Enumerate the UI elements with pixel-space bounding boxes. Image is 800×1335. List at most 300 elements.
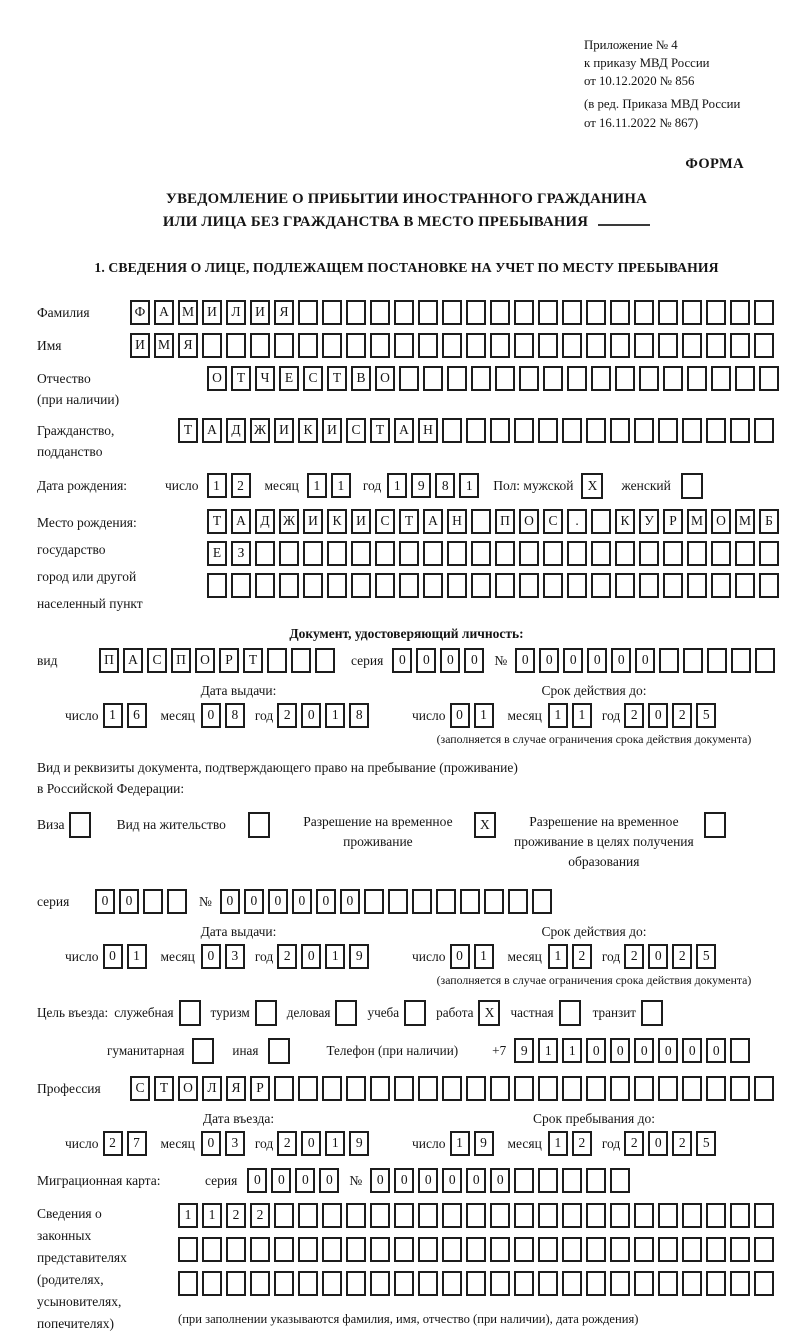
char-cell[interactable] bbox=[250, 333, 270, 358]
char-cell[interactable] bbox=[399, 541, 419, 566]
char-cell[interactable] bbox=[471, 366, 491, 391]
char-cell[interactable]: Т bbox=[399, 509, 419, 534]
char-cell[interactable] bbox=[490, 1203, 510, 1228]
char-cell[interactable]: 0 bbox=[301, 944, 321, 969]
char-cell[interactable] bbox=[730, 333, 750, 358]
char-cell[interactable]: 0 bbox=[464, 648, 484, 673]
char-cell[interactable]: Т bbox=[327, 366, 347, 391]
char-cell[interactable] bbox=[514, 300, 534, 325]
char-cell[interactable] bbox=[442, 300, 462, 325]
char-cell[interactable] bbox=[346, 300, 366, 325]
char-cell[interactable]: 5 bbox=[696, 1131, 716, 1156]
char-cell[interactable]: 0 bbox=[416, 648, 436, 673]
char-cell[interactable]: 1 bbox=[325, 1131, 345, 1156]
char-cell[interactable] bbox=[484, 889, 504, 914]
char-cell[interactable]: 2 bbox=[277, 703, 297, 728]
char-cell[interactable] bbox=[255, 541, 275, 566]
char-cell[interactable]: 0 bbox=[648, 1131, 668, 1156]
char-cell[interactable]: 0 bbox=[319, 1168, 339, 1193]
char-cell[interactable]: 0 bbox=[539, 648, 559, 673]
char-cell[interactable] bbox=[514, 333, 534, 358]
char-cell[interactable]: П bbox=[495, 509, 515, 534]
char-cell[interactable]: 0 bbox=[220, 889, 240, 914]
char-cell[interactable] bbox=[730, 1076, 750, 1101]
char-cell[interactable]: 2 bbox=[624, 1131, 644, 1156]
char-cell[interactable] bbox=[567, 541, 587, 566]
char-cell[interactable] bbox=[634, 1237, 654, 1262]
char-cell[interactable] bbox=[514, 1076, 534, 1101]
char-cell[interactable]: 0 bbox=[247, 1168, 267, 1193]
char-cell[interactable] bbox=[255, 573, 275, 598]
char-cell[interactable]: 1 bbox=[207, 473, 227, 498]
char-cell[interactable] bbox=[303, 573, 323, 598]
char-cell[interactable]: Е bbox=[207, 541, 227, 566]
char-cell[interactable]: 0 bbox=[610, 1038, 630, 1063]
char-cell[interactable]: 9 bbox=[349, 1131, 369, 1156]
char-cell[interactable]: 0 bbox=[450, 944, 470, 969]
char-cell[interactable]: М bbox=[735, 509, 755, 534]
char-cell[interactable] bbox=[388, 889, 408, 914]
char-cell[interactable] bbox=[562, 333, 582, 358]
char-cell[interactable]: 8 bbox=[349, 703, 369, 728]
char-cell[interactable] bbox=[538, 333, 558, 358]
char-cell[interactable] bbox=[591, 541, 611, 566]
char-cell[interactable]: 0 bbox=[658, 1038, 678, 1063]
char-cell[interactable]: Р bbox=[250, 1076, 270, 1101]
char-cell[interactable]: С bbox=[375, 509, 395, 534]
char-cell[interactable]: 0 bbox=[587, 648, 607, 673]
char-cell[interactable] bbox=[538, 300, 558, 325]
char-cell[interactable] bbox=[543, 366, 563, 391]
char-cell[interactable]: Ж bbox=[250, 418, 270, 443]
char-cell[interactable]: 1 bbox=[474, 703, 494, 728]
char-cell[interactable]: Н bbox=[447, 509, 467, 534]
char-cell[interactable] bbox=[178, 1237, 198, 1262]
char-cell[interactable]: 2 bbox=[277, 1131, 297, 1156]
char-cell[interactable] bbox=[610, 1237, 630, 1262]
char-cell[interactable] bbox=[591, 366, 611, 391]
char-cell[interactable]: Д bbox=[255, 509, 275, 534]
char-cell[interactable] bbox=[759, 573, 779, 598]
char-cell[interactable] bbox=[418, 1076, 438, 1101]
char-cell[interactable]: 2 bbox=[624, 703, 644, 728]
char-cell[interactable] bbox=[562, 418, 582, 443]
char-cell[interactable] bbox=[442, 1076, 462, 1101]
char-cell[interactable]: 0 bbox=[95, 889, 115, 914]
char-cell[interactable]: О bbox=[178, 1076, 198, 1101]
char-cell[interactable] bbox=[543, 573, 563, 598]
char-cell[interactable]: К bbox=[298, 418, 318, 443]
char-cell[interactable] bbox=[754, 300, 774, 325]
char-cell[interactable] bbox=[615, 573, 635, 598]
char-cell[interactable] bbox=[423, 366, 443, 391]
char-cell[interactable]: М bbox=[154, 333, 174, 358]
char-cell[interactable] bbox=[610, 1168, 630, 1193]
char-cell[interactable] bbox=[610, 1203, 630, 1228]
char-cell[interactable] bbox=[315, 648, 335, 673]
char-cell[interactable]: Т bbox=[154, 1076, 174, 1101]
char-cell[interactable]: 0 bbox=[611, 648, 631, 673]
char-cell[interactable]: 0 bbox=[394, 1168, 414, 1193]
char-cell[interactable] bbox=[754, 1237, 774, 1262]
char-cell[interactable]: О bbox=[375, 366, 395, 391]
char-cell[interactable] bbox=[442, 1237, 462, 1262]
char-cell[interactable] bbox=[346, 1076, 366, 1101]
char-cell[interactable]: 0 bbox=[442, 1168, 462, 1193]
char-cell[interactable] bbox=[375, 573, 395, 598]
char-cell[interactable] bbox=[634, 1271, 654, 1296]
char-cell[interactable] bbox=[610, 1271, 630, 1296]
char-cell[interactable]: 2 bbox=[231, 473, 251, 498]
char-cell[interactable] bbox=[639, 573, 659, 598]
char-cell[interactable] bbox=[687, 541, 707, 566]
char-cell[interactable]: 0 bbox=[301, 1131, 321, 1156]
checkbox-cell[interactable] bbox=[641, 1000, 663, 1026]
char-cell[interactable] bbox=[447, 573, 467, 598]
char-cell[interactable] bbox=[615, 541, 635, 566]
checkbox-cell[interactable] bbox=[704, 812, 726, 838]
char-cell[interactable]: 3 bbox=[225, 944, 245, 969]
char-cell[interactable] bbox=[538, 1237, 558, 1262]
char-cell[interactable] bbox=[327, 541, 347, 566]
char-cell[interactable]: П bbox=[171, 648, 191, 673]
char-cell[interactable] bbox=[442, 1271, 462, 1296]
char-cell[interactable] bbox=[202, 1237, 222, 1262]
char-cell[interactable]: К bbox=[327, 509, 347, 534]
char-cell[interactable]: 5 bbox=[696, 944, 716, 969]
char-cell[interactable] bbox=[279, 541, 299, 566]
char-cell[interactable]: Р bbox=[663, 509, 683, 534]
char-cell[interactable]: О bbox=[711, 509, 731, 534]
char-cell[interactable]: 1 bbox=[548, 944, 568, 969]
char-cell[interactable] bbox=[202, 1271, 222, 1296]
char-cell[interactable]: 6 bbox=[127, 703, 147, 728]
char-cell[interactable]: О bbox=[195, 648, 215, 673]
char-cell[interactable] bbox=[711, 573, 731, 598]
char-cell[interactable]: 1 bbox=[548, 703, 568, 728]
char-cell[interactable] bbox=[143, 889, 163, 914]
char-cell[interactable]: А bbox=[231, 509, 251, 534]
char-cell[interactable] bbox=[586, 1076, 606, 1101]
char-cell[interactable] bbox=[538, 1271, 558, 1296]
checkbox-cell[interactable] bbox=[404, 1000, 426, 1026]
char-cell[interactable] bbox=[436, 889, 456, 914]
char-cell[interactable]: А bbox=[123, 648, 143, 673]
char-cell[interactable]: 0 bbox=[440, 648, 460, 673]
char-cell[interactable]: Б bbox=[759, 509, 779, 534]
char-cell[interactable] bbox=[659, 648, 679, 673]
char-cell[interactable] bbox=[508, 889, 528, 914]
char-cell[interactable]: 0 bbox=[268, 889, 288, 914]
char-cell[interactable]: 8 bbox=[435, 473, 455, 498]
char-cell[interactable] bbox=[663, 573, 683, 598]
char-cell[interactable] bbox=[687, 573, 707, 598]
char-cell[interactable] bbox=[514, 1237, 534, 1262]
char-cell[interactable] bbox=[634, 1076, 654, 1101]
char-cell[interactable] bbox=[754, 1076, 774, 1101]
char-cell[interactable]: И bbox=[303, 509, 323, 534]
char-cell[interactable]: 1 bbox=[307, 473, 327, 498]
char-cell[interactable]: С bbox=[130, 1076, 150, 1101]
char-cell[interactable]: А bbox=[202, 418, 222, 443]
checkbox-cell[interactable]: X bbox=[478, 1000, 500, 1026]
char-cell[interactable]: С bbox=[147, 648, 167, 673]
char-cell[interactable]: 2 bbox=[624, 944, 644, 969]
char-cell[interactable] bbox=[663, 541, 683, 566]
char-cell[interactable] bbox=[322, 1271, 342, 1296]
char-cell[interactable] bbox=[202, 333, 222, 358]
char-cell[interactable] bbox=[442, 1203, 462, 1228]
char-cell[interactable]: 0 bbox=[244, 889, 264, 914]
char-cell[interactable]: 0 bbox=[634, 1038, 654, 1063]
char-cell[interactable] bbox=[274, 1237, 294, 1262]
char-cell[interactable]: Я bbox=[226, 1076, 246, 1101]
char-cell[interactable] bbox=[298, 300, 318, 325]
checkbox-cell[interactable] bbox=[179, 1000, 201, 1026]
checkbox-cell[interactable] bbox=[335, 1000, 357, 1026]
char-cell[interactable] bbox=[490, 300, 510, 325]
char-cell[interactable] bbox=[615, 366, 635, 391]
char-cell[interactable]: 0 bbox=[301, 703, 321, 728]
char-cell[interactable]: Т bbox=[370, 418, 390, 443]
char-cell[interactable]: 2 bbox=[672, 703, 692, 728]
char-cell[interactable] bbox=[490, 1237, 510, 1262]
char-cell[interactable] bbox=[567, 573, 587, 598]
checkbox-cell[interactable] bbox=[192, 1038, 214, 1064]
char-cell[interactable]: 1 bbox=[202, 1203, 222, 1228]
char-cell[interactable]: А bbox=[154, 300, 174, 325]
char-cell[interactable] bbox=[707, 648, 727, 673]
char-cell[interactable] bbox=[267, 648, 287, 673]
char-cell[interactable] bbox=[418, 1203, 438, 1228]
checkbox-cell[interactable] bbox=[255, 1000, 277, 1026]
char-cell[interactable] bbox=[322, 1076, 342, 1101]
char-cell[interactable]: 0 bbox=[635, 648, 655, 673]
char-cell[interactable]: О bbox=[519, 509, 539, 534]
char-cell[interactable] bbox=[706, 333, 726, 358]
char-cell[interactable]: 1 bbox=[474, 944, 494, 969]
char-cell[interactable] bbox=[730, 1038, 750, 1063]
char-cell[interactable] bbox=[322, 333, 342, 358]
char-cell[interactable] bbox=[567, 366, 587, 391]
char-cell[interactable]: 1 bbox=[572, 703, 592, 728]
char-cell[interactable] bbox=[370, 1076, 390, 1101]
char-cell[interactable]: 1 bbox=[331, 473, 351, 498]
char-cell[interactable]: 0 bbox=[370, 1168, 390, 1193]
char-cell[interactable]: 0 bbox=[648, 703, 668, 728]
char-cell[interactable] bbox=[730, 1203, 750, 1228]
char-cell[interactable] bbox=[418, 1271, 438, 1296]
char-cell[interactable] bbox=[322, 300, 342, 325]
char-cell[interactable] bbox=[394, 300, 414, 325]
char-cell[interactable] bbox=[250, 1237, 270, 1262]
char-cell[interactable]: А bbox=[394, 418, 414, 443]
char-cell[interactable] bbox=[495, 366, 515, 391]
char-cell[interactable] bbox=[322, 1203, 342, 1228]
char-cell[interactable]: 0 bbox=[292, 889, 312, 914]
char-cell[interactable]: 9 bbox=[474, 1131, 494, 1156]
char-cell[interactable] bbox=[754, 333, 774, 358]
char-cell[interactable]: 2 bbox=[226, 1203, 246, 1228]
char-cell[interactable] bbox=[759, 366, 779, 391]
char-cell[interactable]: 0 bbox=[271, 1168, 291, 1193]
char-cell[interactable] bbox=[562, 1237, 582, 1262]
char-cell[interactable] bbox=[167, 889, 187, 914]
char-cell[interactable] bbox=[658, 1237, 678, 1262]
char-cell[interactable]: Л bbox=[202, 1076, 222, 1101]
char-cell[interactable]: Т bbox=[231, 366, 251, 391]
char-cell[interactable] bbox=[731, 648, 751, 673]
char-cell[interactable]: 1 bbox=[459, 473, 479, 498]
char-cell[interactable] bbox=[298, 1076, 318, 1101]
char-cell[interactable] bbox=[730, 300, 750, 325]
char-cell[interactable]: 0 bbox=[340, 889, 360, 914]
char-cell[interactable] bbox=[519, 541, 539, 566]
char-cell[interactable] bbox=[562, 1203, 582, 1228]
char-cell[interactable] bbox=[460, 889, 480, 914]
char-cell[interactable] bbox=[639, 541, 659, 566]
char-cell[interactable] bbox=[682, 1237, 702, 1262]
char-cell[interactable] bbox=[471, 541, 491, 566]
char-cell[interactable]: К bbox=[615, 509, 635, 534]
char-cell[interactable] bbox=[562, 300, 582, 325]
char-cell[interactable] bbox=[298, 1271, 318, 1296]
char-cell[interactable]: . bbox=[567, 509, 587, 534]
char-cell[interactable]: 1 bbox=[325, 944, 345, 969]
char-cell[interactable]: 1 bbox=[325, 703, 345, 728]
char-cell[interactable] bbox=[538, 1203, 558, 1228]
char-cell[interactable] bbox=[735, 366, 755, 391]
char-cell[interactable] bbox=[375, 541, 395, 566]
char-cell[interactable]: Р bbox=[219, 648, 239, 673]
char-cell[interactable]: 0 bbox=[119, 889, 139, 914]
char-cell[interactable]: 0 bbox=[648, 944, 668, 969]
char-cell[interactable] bbox=[706, 1237, 726, 1262]
char-cell[interactable]: Т bbox=[243, 648, 263, 673]
char-cell[interactable]: Я bbox=[178, 333, 198, 358]
char-cell[interactable]: 0 bbox=[466, 1168, 486, 1193]
char-cell[interactable] bbox=[562, 1271, 582, 1296]
char-cell[interactable] bbox=[423, 541, 443, 566]
char-cell[interactable] bbox=[634, 1203, 654, 1228]
char-cell[interactable]: 1 bbox=[103, 703, 123, 728]
char-cell[interactable] bbox=[514, 1203, 534, 1228]
char-cell[interactable] bbox=[562, 1168, 582, 1193]
char-cell[interactable]: М bbox=[178, 300, 198, 325]
char-cell[interactable]: С bbox=[543, 509, 563, 534]
char-cell[interactable]: Н bbox=[418, 418, 438, 443]
char-cell[interactable]: 0 bbox=[316, 889, 336, 914]
char-cell[interactable] bbox=[298, 333, 318, 358]
char-cell[interactable] bbox=[274, 1271, 294, 1296]
char-cell[interactable]: 0 bbox=[515, 648, 535, 673]
char-cell[interactable] bbox=[658, 1076, 678, 1101]
char-cell[interactable] bbox=[538, 1168, 558, 1193]
char-cell[interactable] bbox=[394, 1203, 414, 1228]
char-cell[interactable] bbox=[663, 366, 683, 391]
char-cell[interactable] bbox=[466, 1237, 486, 1262]
char-cell[interactable]: О bbox=[207, 366, 227, 391]
char-cell[interactable] bbox=[298, 1237, 318, 1262]
char-cell[interactable] bbox=[274, 1203, 294, 1228]
char-cell[interactable] bbox=[351, 573, 371, 598]
char-cell[interactable] bbox=[495, 541, 515, 566]
char-cell[interactable]: 8 bbox=[225, 703, 245, 728]
char-cell[interactable]: 0 bbox=[586, 1038, 606, 1063]
char-cell[interactable] bbox=[394, 1271, 414, 1296]
char-cell[interactable] bbox=[447, 541, 467, 566]
char-cell[interactable]: 2 bbox=[277, 944, 297, 969]
char-cell[interactable] bbox=[490, 333, 510, 358]
char-cell[interactable]: Ч bbox=[255, 366, 275, 391]
char-cell[interactable]: 1 bbox=[450, 1131, 470, 1156]
char-cell[interactable] bbox=[658, 333, 678, 358]
char-cell[interactable]: У bbox=[639, 509, 659, 534]
char-cell[interactable] bbox=[178, 1271, 198, 1296]
char-cell[interactable] bbox=[346, 1203, 366, 1228]
char-cell[interactable] bbox=[418, 300, 438, 325]
char-cell[interactable] bbox=[586, 300, 606, 325]
char-cell[interactable]: 1 bbox=[538, 1038, 558, 1063]
char-cell[interactable] bbox=[658, 418, 678, 443]
char-cell[interactable]: И bbox=[351, 509, 371, 534]
char-cell[interactable] bbox=[490, 1271, 510, 1296]
char-cell[interactable] bbox=[532, 889, 552, 914]
char-cell[interactable]: И bbox=[322, 418, 342, 443]
char-cell[interactable]: 0 bbox=[450, 703, 470, 728]
char-cell[interactable] bbox=[711, 541, 731, 566]
char-cell[interactable]: И bbox=[250, 300, 270, 325]
char-cell[interactable] bbox=[322, 1237, 342, 1262]
char-cell[interactable]: 1 bbox=[127, 944, 147, 969]
char-cell[interactable] bbox=[471, 573, 491, 598]
char-cell[interactable]: 2 bbox=[572, 944, 592, 969]
char-cell[interactable] bbox=[226, 1271, 246, 1296]
checkbox-cell[interactable] bbox=[559, 1000, 581, 1026]
char-cell[interactable] bbox=[706, 1076, 726, 1101]
char-cell[interactable] bbox=[370, 1237, 390, 1262]
char-cell[interactable] bbox=[682, 1076, 702, 1101]
char-cell[interactable]: Е bbox=[279, 366, 299, 391]
char-cell[interactable] bbox=[327, 573, 347, 598]
char-cell[interactable] bbox=[274, 1076, 294, 1101]
char-cell[interactable]: Т bbox=[178, 418, 198, 443]
checkbox-cell[interactable]: X bbox=[474, 812, 496, 838]
char-cell[interactable]: 0 bbox=[295, 1168, 315, 1193]
char-cell[interactable] bbox=[634, 300, 654, 325]
char-cell[interactable]: 2 bbox=[103, 1131, 123, 1156]
char-cell[interactable]: 0 bbox=[706, 1038, 726, 1063]
char-cell[interactable] bbox=[447, 366, 467, 391]
char-cell[interactable]: 0 bbox=[418, 1168, 438, 1193]
char-cell[interactable] bbox=[735, 541, 755, 566]
char-cell[interactable] bbox=[370, 300, 390, 325]
char-cell[interactable]: 9 bbox=[411, 473, 431, 498]
char-cell[interactable] bbox=[298, 1203, 318, 1228]
char-cell[interactable]: 7 bbox=[127, 1131, 147, 1156]
char-cell[interactable] bbox=[706, 1203, 726, 1228]
char-cell[interactable]: 2 bbox=[672, 1131, 692, 1156]
char-cell[interactable] bbox=[711, 366, 731, 391]
char-cell[interactable] bbox=[538, 418, 558, 443]
char-cell[interactable] bbox=[412, 889, 432, 914]
char-cell[interactable]: С bbox=[346, 418, 366, 443]
char-cell[interactable] bbox=[682, 1203, 702, 1228]
char-cell[interactable]: П bbox=[99, 648, 119, 673]
char-cell[interactable] bbox=[250, 1271, 270, 1296]
char-cell[interactable] bbox=[591, 573, 611, 598]
char-cell[interactable] bbox=[394, 1237, 414, 1262]
